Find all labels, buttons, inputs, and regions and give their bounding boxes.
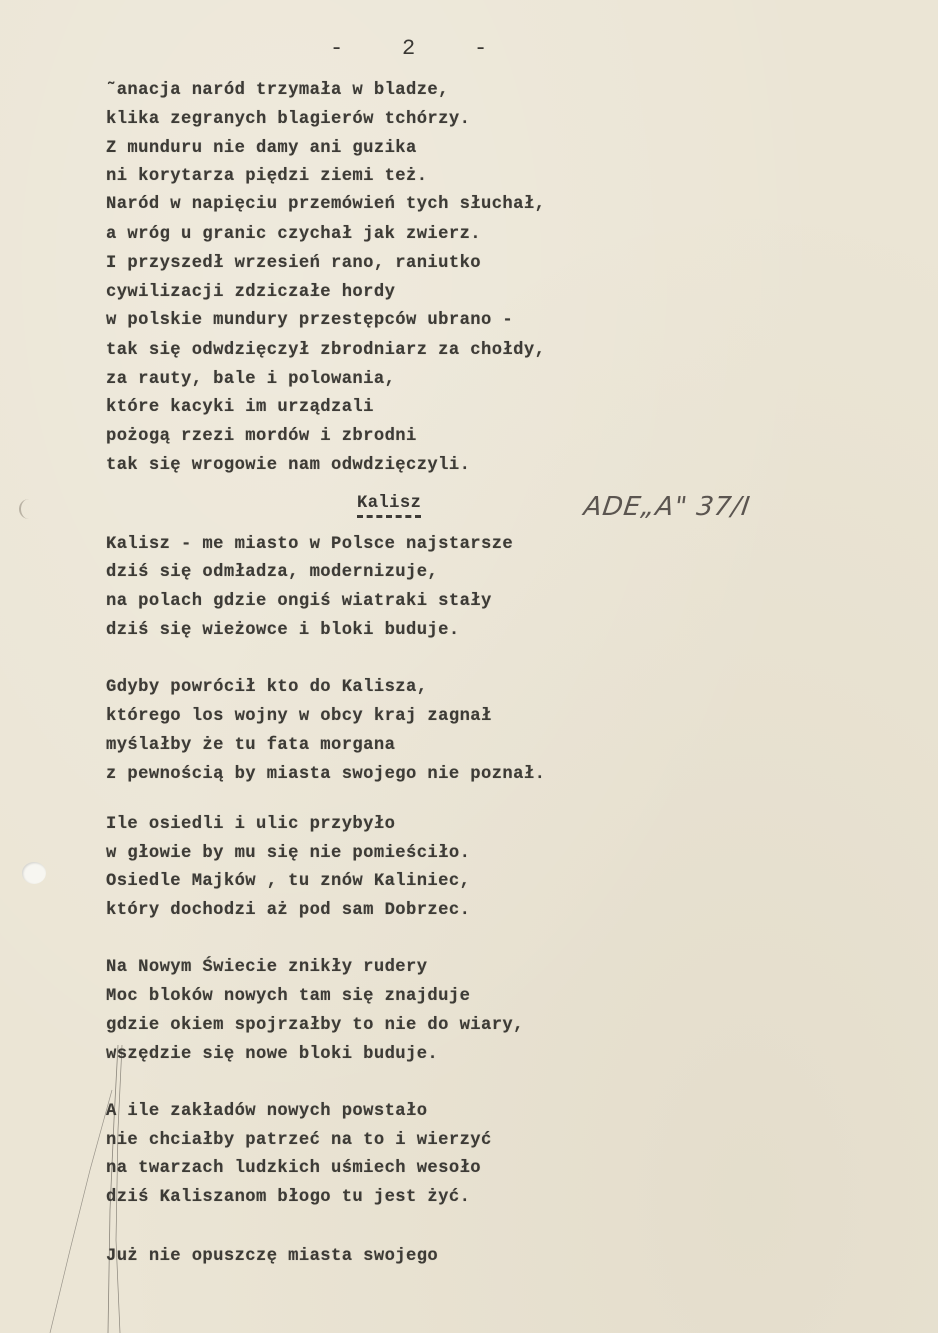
poem-line: wszędzie się nowe bloki buduje.: [106, 1045, 439, 1064]
poem-line: Naród w napięciu przemówień tych słuchał,: [106, 195, 546, 214]
poem-line: cywilizacji zdziczałe hordy: [106, 283, 396, 302]
poem-line: Ile osiedli i ulic przybyło: [106, 815, 396, 834]
poem-line: tak się wrogowie nam odwdzięczyli.: [106, 456, 471, 475]
poem-line: dziś się odmładza, modernizuje,: [106, 563, 439, 582]
poem-line: myślałby że tu fata morgana: [106, 736, 396, 755]
poem-line: pożogą rzezi mordów i zbrodni: [106, 427, 417, 446]
poem-line: klika zegranych blagierów tchórzy.: [106, 110, 471, 129]
poem-line: którego los wojny w obcy kraj zagnał: [106, 707, 492, 726]
punch-hole-mark-top: [19, 499, 39, 519]
poem-line: I przyszedł wrzesień rano, raniutko: [106, 254, 481, 273]
poem-line: w głowie by mu się nie pomieściło.: [106, 844, 471, 863]
poem-line: Osiedle Majków , tu znów Kaliniec,: [106, 872, 471, 891]
punch-hole: [22, 862, 46, 884]
page-number-value: 2: [402, 36, 416, 61]
poem-line: tak się odwdzięczył zbrodniarz za chołdy,: [106, 341, 546, 360]
poem-line: gdzie okiem spojrzałby to nie do wiary,: [106, 1016, 524, 1035]
archive-signature-handwritten: ADE„A" 37/I: [581, 492, 753, 522]
poem-line: Moc bloków nowych tam się znajduje: [106, 987, 471, 1006]
poem-line: na twarzach ludzkich uśmiech wesoło: [106, 1159, 481, 1178]
page-number-dash-left: -: [330, 36, 344, 61]
poem-line: dziś Kaliszanom błogo tu jest żyć.: [106, 1188, 471, 1207]
poem-line: Gdyby powrócił kto do Kalisza,: [106, 678, 428, 697]
page-number-dash-right: -: [474, 36, 488, 61]
poem-line: A ile zakładów nowych powstało: [106, 1102, 428, 1121]
poem-line: który dochodzi aż pod sam Dobrzec.: [106, 901, 471, 920]
poem-line: dziś się wieżowce i bloki buduje.: [106, 621, 460, 640]
poem-line: nie chciałby patrzeć na to i wierzyć: [106, 1131, 492, 1150]
poem-line: za rauty, bale i polowania,: [106, 370, 396, 389]
poem-line: Na Nowym Świecie znikły rudery: [106, 958, 428, 977]
poem-line: Kalisz - me miasto w Polsce najstarsze: [106, 535, 514, 554]
poem-title: Kalisz: [357, 494, 421, 518]
poem-line: ˜anacja naród trzymała w bladze,: [106, 81, 449, 100]
poem-line: Z munduru nie damy ani guzika: [106, 139, 417, 158]
poem-line: w polskie mundury przestępców ubrano -: [106, 311, 514, 330]
poem-line: z pewnością by miasta swojego nie poznał.: [106, 765, 546, 784]
poem-line: które kacyki im urządzali: [106, 398, 374, 417]
poem-line: ni korytarza piędzi ziemi też.: [106, 167, 428, 186]
poem-line: a wróg u granic czychał jak zwierz.: [106, 225, 481, 244]
poem-line: na polach gdzie ongiś wiatraki stały: [106, 592, 492, 611]
poem-line: Już nie opuszczę miasta swojego: [106, 1247, 439, 1266]
